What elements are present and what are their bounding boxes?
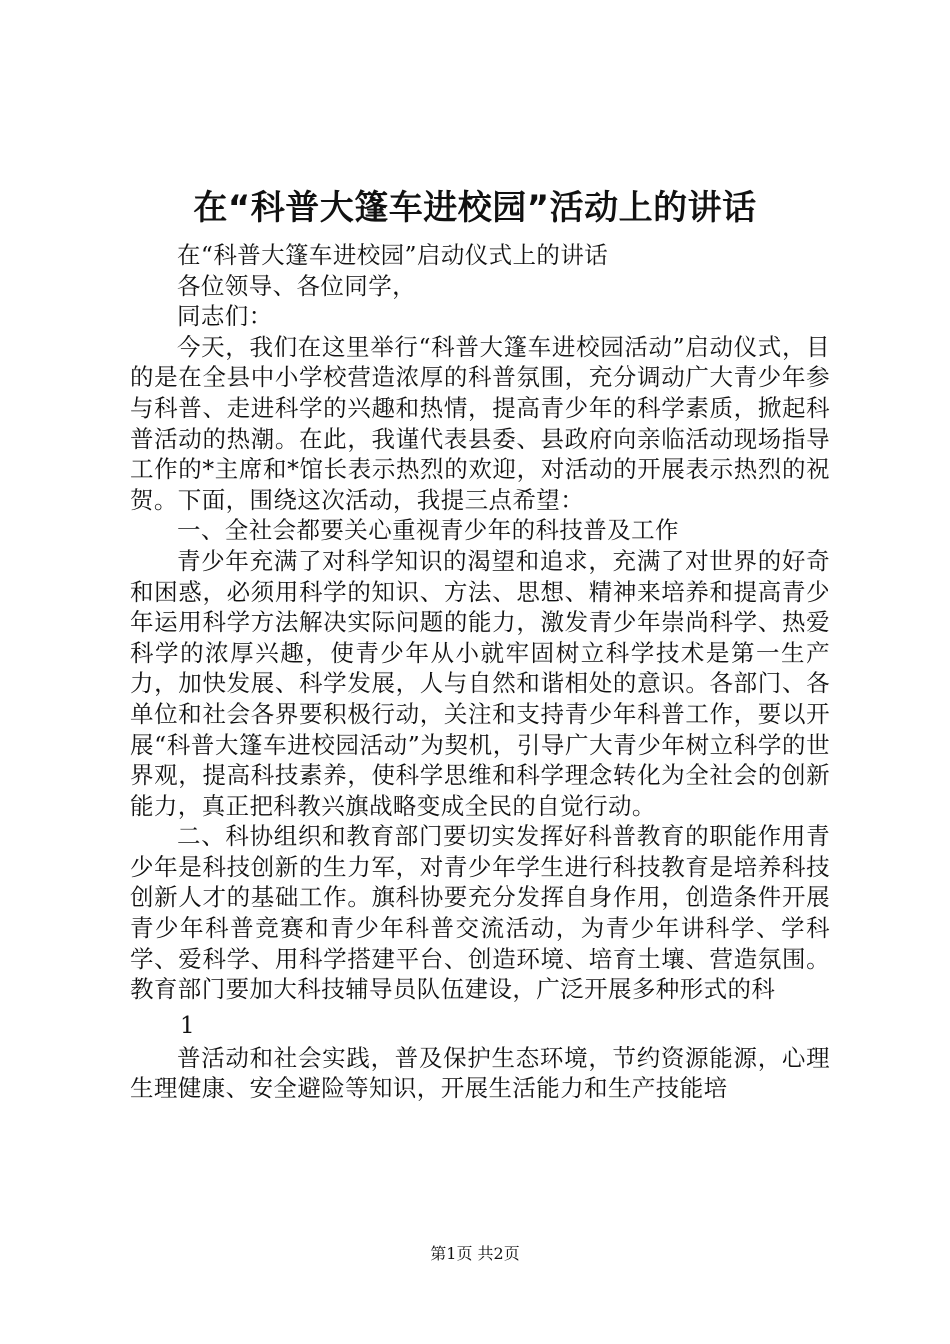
body-paragraph: 今天，我们在这里举行“科普大篷车进校园活动”启动仪式，目的是在全县中小学校营造浓厚的科普氛围，充分调动广大青少年参与科普、走进科学的兴趣和热情，提高青少年的科学素质，掀起科普活动的热潮。在此，我谨代表县委、县政府向亲临活动现场指导工作的*主席和*馆长表示热烈的欢迎，对活动的开展表示热烈的祝贺。下面，围绕这次活动，我提三点希望：	[130, 332, 830, 514]
page-number-marker: 1	[180, 1012, 195, 1039]
subtitle-paragraph: 在“科普大篷车进校园”启动仪式上的讲话	[177, 241, 609, 269]
salutation-paragraph: 各位领导、各位同学，	[177, 271, 416, 300]
document-title: 在“科普大篷车进校园”活动上的讲话	[193, 188, 757, 228]
page-footer: 第1页 共2页	[430, 1244, 520, 1263]
body-paragraph: 青少年充满了对科学知识的渴望和追求，充满了对世界的好奇和困惑，必须用科学的知识、方法、思想、精神来培养和提高青少年运用科学方法解决实际问题的能力，激发青少年崇尚科学、热爱科学的浓厚兴趣，使青少年从小就牢固树立科学技术是第一生产力，加快发展、科学发展，人与自然和谐相处的意识。各部门、各单位和社会各界要积极行动，关注和支持青少年科普工作，要以开展“科普大篷车进校园活动”为契机，引导广大青少年树立科学的世界观，提高科技素养，使科学思维和科学理念转化为全社会的创新能力，真正把科教兴旗战略变成全民的自觉行动。	[130, 546, 830, 820]
document-body	[130, 240, 830, 1104]
continuation-paragraph: 普活动和社会实践，普及保护生态环境，节约资源能源，心理生理健康、安全避险等知识，开展生活能力和生产技能培	[130, 1043, 830, 1103]
salutation-paragraph: 同志们：	[177, 302, 273, 331]
body-paragraph: 二、科协组织和教育部门要切实发挥好科普教育的职能作用青少年是科技创新的生力军，对青少年学生进行科技教育是培养科技创新人才的基础工作。旗科协要充分发挥自身作用，创造条件开展青少年科普竞赛和青少年科普交流活动，为青少年讲科学、学科学、爱科学、用科学搭建平台、创造环境、培育土壤、营造氛围。教育部门要加大科技辅导员队伍建设，广泛开展多种形式的科	[130, 822, 830, 1004]
section-heading: 一、全社会都要关心重视青少年的科技普及工作	[177, 516, 679, 545]
